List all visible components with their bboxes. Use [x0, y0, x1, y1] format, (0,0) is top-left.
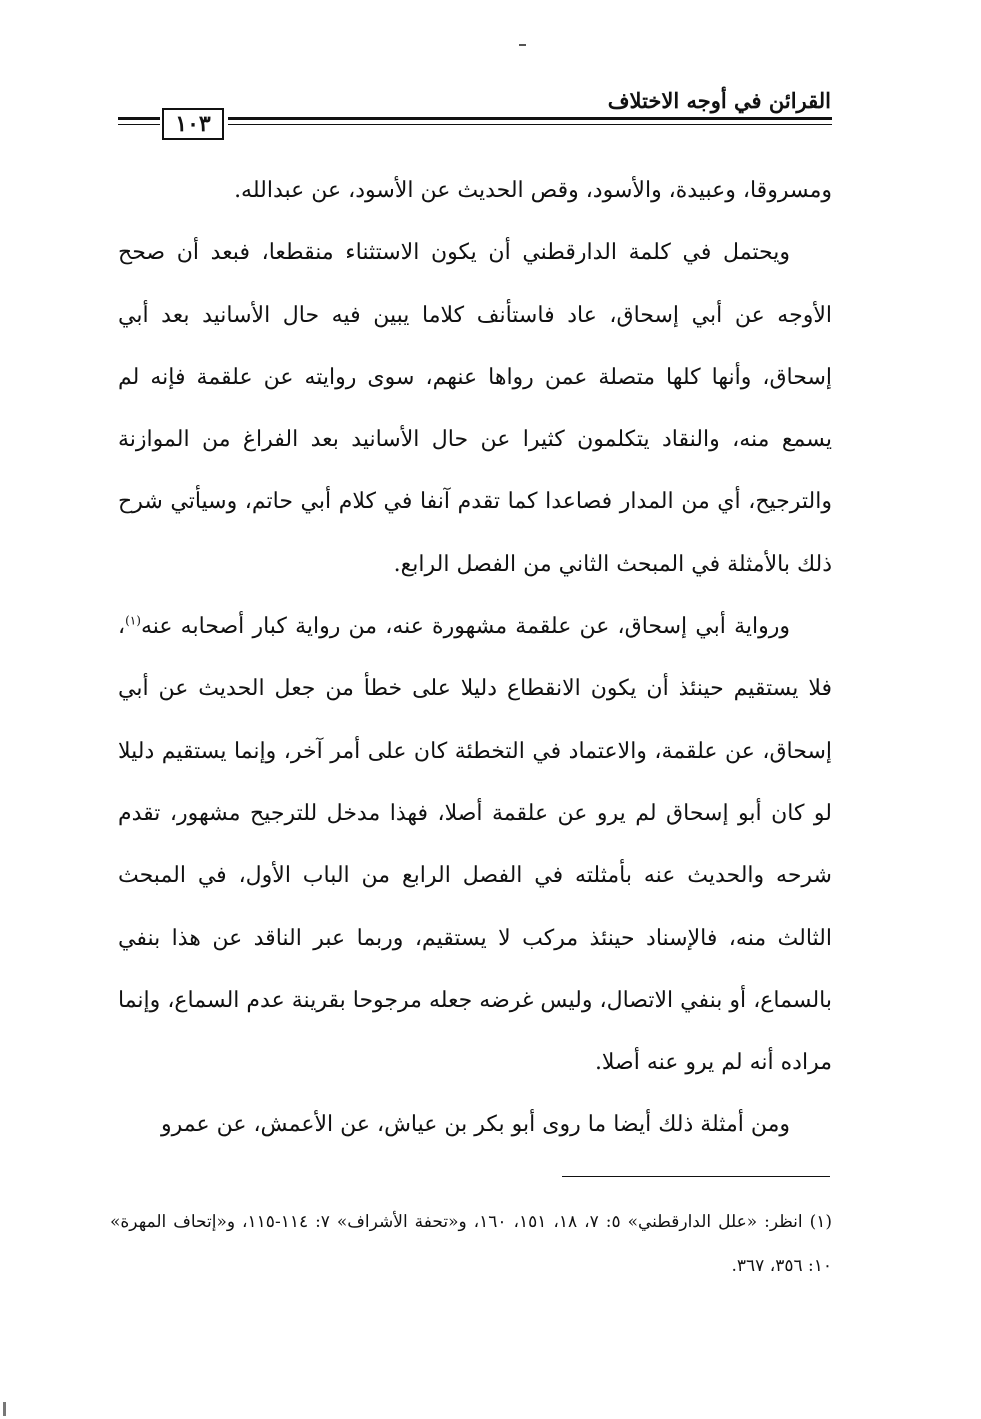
paragraph-3 [118, 596, 832, 1094]
footnote-text: (١) انظر: «علل الدارقطني» ٥: ٧، ١٨، ١٥١، ١٦٠، و«تحفة الأشراف» ٧: ١١٤-١١٥، و«إتحاف المهرة» ١٠: ٣٥٦، ٣٦٧. [110, 1212, 833, 1276]
running-title: القرائن في أوجه الاختلاف [607, 88, 831, 113]
header-rule-left-thick [118, 117, 160, 120]
paragraph-4: ومن أمثلة ذلك أيضا ما روى أبو بكر بن عياش، عن الأعمش، عن عمرو [160, 1112, 790, 1138]
scan-mark [519, 44, 526, 46]
footnote-reference[interactable]: (١) [125, 613, 141, 628]
main-text [118, 160, 832, 1157]
paragraph-3-rest: ، فلا يستقيم حينئذ أن يكون الانقطاع دليلا على خطأ من جعل الحديث عن أبي إسحاق، عن علقمة، والاعتماد في التخطئة كان على أمر آخر، وإنما يستقيم دليلا لو كان أبو إسحاق لم يرو عن علقمة أصلا، فهذا مدخل للترجيح مشهور، تقدم شرحه والحديث عنه بأمثلته في الفصل الرابع من الباب الأول، في المبحث الثالث منه، فالإسناد حينئذ مركب لا يستقيم، وربما عبر الناقد عن هذا بنفي بالسماع، أو بنفي الاتصال، وليس غرضه جعله مرجوحا بقرينة عدم السماع، وإنما مراده أنه لم يرو عنه أصلا. [118, 614, 832, 1076]
paragraph-2: ويحتمل في كلمة الدارقطني أن يكون الاستثناء منقطعا، فبعد أن صحح الأوجه عن أبي إسحاق، عاد فاستأنف كلاما يبين فيه حال الأسانيد بعد أبي إسحاق، وأنها كلها متصلة عمن رواها عنهم، سوى روايته عن علقمة فإنه لم يسمع منه، والنقاد يتكلمون كثيرا عن حال الأسانيد بعد الفراغ من الموازنة والترجيح، أي من المدار فصاعدا كما تقدم آنفا في كلام أبي حاتم، وسيأتي شرح ذلك بالأمثلة في المبحث الثاني من الفصل الرابع. [118, 240, 832, 577]
header-rule-left-thin [118, 124, 160, 125]
paragraph-3-start: ورواية أبي إسحاق، عن علقمة مشهورة عنه، من رواية كبار أصحابه عنه [140, 614, 790, 640]
scan-edge-mark [3, 1402, 6, 1416]
footnote-separator [562, 1176, 830, 1177]
page-number: ١٠٣ [162, 108, 224, 140]
footnote [110, 1200, 832, 1288]
header-rule-right-thick [228, 117, 832, 120]
header-rule-right-thin [228, 124, 832, 125]
paragraph-1: ومسروقا، وعبيدة، والأسود، وقص الحديث عن الأسود، عن عبدالله. [234, 178, 832, 203]
